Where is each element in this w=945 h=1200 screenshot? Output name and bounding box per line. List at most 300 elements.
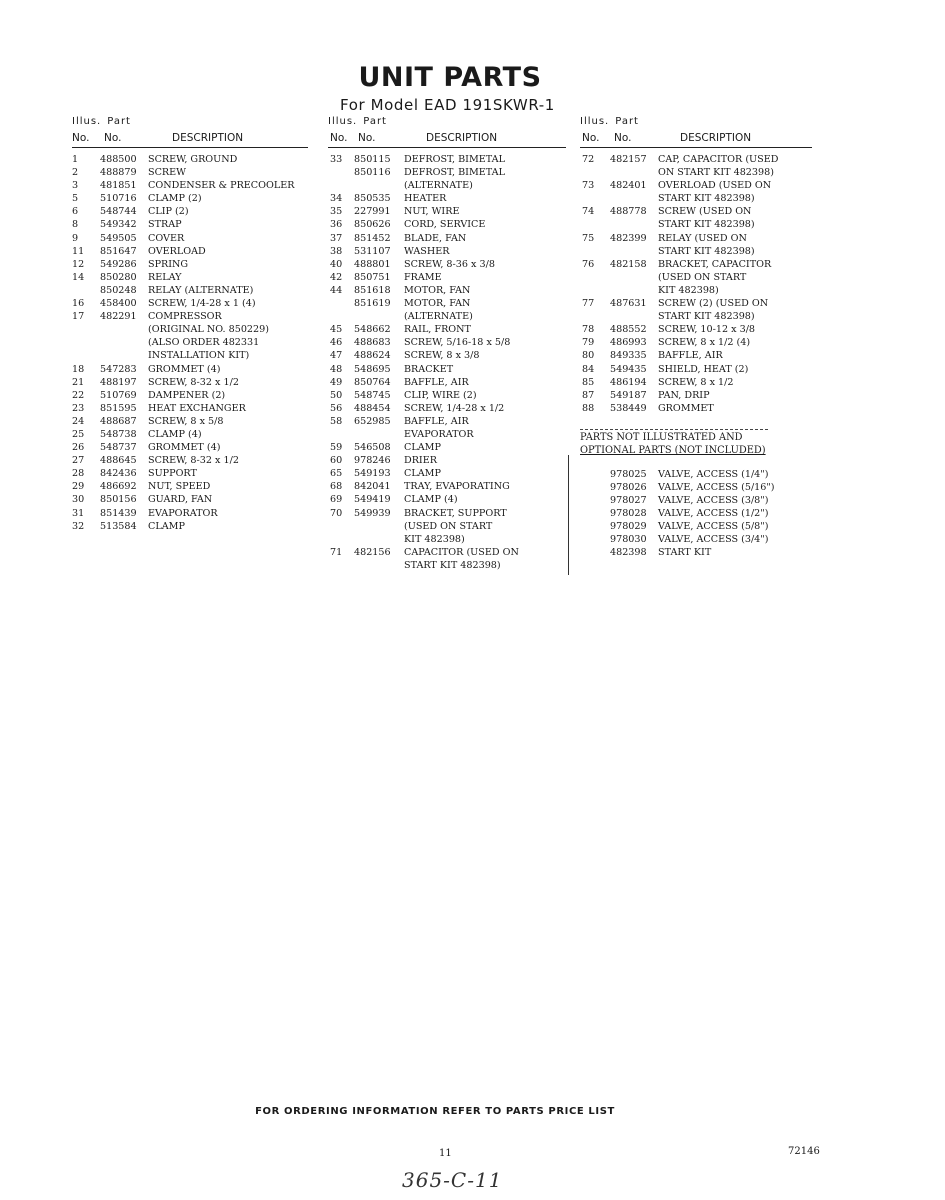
part-description: NUT, WIRE <box>404 206 460 218</box>
parts-row <box>580 323 812 336</box>
page-number: 11 <box>439 1148 452 1159</box>
parts-row <box>72 415 308 428</box>
parts-column-1 <box>72 116 308 533</box>
parts-row <box>72 507 308 520</box>
parts-row <box>72 493 308 506</box>
part-description: (USED ON START <box>658 271 747 283</box>
part-label: Part <box>363 116 387 127</box>
part-description: RAIL, FRONT <box>404 324 471 336</box>
part-description: KIT 482398) <box>404 533 465 545</box>
part-description: CLAMP (4) <box>404 494 458 506</box>
part-number: 546508 <box>354 442 391 454</box>
part-description: VALVE, ACCESS (1/4") <box>658 468 769 480</box>
illus-number: 26 <box>72 442 85 454</box>
illus-number: 50 <box>330 389 343 401</box>
parts-row <box>580 349 812 362</box>
part-number: 978246 <box>354 455 391 467</box>
part-description: SCREW, 8 x 5/8 <box>148 415 224 427</box>
part-description: VALVE, ACCESS (5/16") <box>658 481 775 493</box>
part-number: 850115 <box>354 154 391 165</box>
illus-number: 17 <box>72 311 85 323</box>
part-number: 851619 <box>354 298 391 310</box>
part-number: 486692 <box>100 481 137 493</box>
parts-row <box>580 389 812 402</box>
part-description: SCREW, 8-32 x 1/2 <box>148 455 239 467</box>
parts-row <box>580 153 812 166</box>
part-number: 549193 <box>354 468 391 480</box>
part-description: WASHER <box>404 245 450 257</box>
note-dashed-rule <box>580 429 768 430</box>
illus-number: 24 <box>72 415 85 427</box>
part-number: 548745 <box>354 389 391 401</box>
part-description: CAP, CAPACITOR (USED <box>658 154 779 165</box>
illus-number: 71 <box>330 546 343 558</box>
part-description: BAFFLE, AIR <box>404 376 469 388</box>
illus-number: 59 <box>330 442 343 454</box>
part-description: MOTOR, FAN <box>404 298 471 310</box>
handwritten-annotation: 365-C-11 <box>402 1168 503 1192</box>
parts-row <box>328 218 566 231</box>
part-description: DEFROST, BIMETAL <box>404 154 505 165</box>
parts-row <box>580 205 812 218</box>
part-number: 538449 <box>610 402 647 414</box>
illus-number: 8 <box>72 219 79 231</box>
parts-row <box>72 467 308 480</box>
illus-number: 85 <box>582 376 595 388</box>
part-number: 482156 <box>354 546 391 558</box>
parts-row <box>72 271 308 284</box>
part-description: (USED ON START <box>404 520 493 532</box>
part-description: START KIT 482398) <box>404 559 501 571</box>
description-header: DESCRIPTION <box>172 132 244 144</box>
part-number: 549435 <box>610 363 647 375</box>
parts-row <box>72 349 308 362</box>
parts-row <box>328 179 566 192</box>
parts-row <box>72 205 308 218</box>
illus-number: 9 <box>72 232 79 244</box>
illus-number: 48 <box>330 363 343 375</box>
part-description: FRAME <box>404 271 442 283</box>
part-number: 488778 <box>610 206 647 218</box>
part-number: 548695 <box>354 363 391 375</box>
illus-number: 22 <box>72 389 85 401</box>
part-number: 488879 <box>100 167 137 179</box>
part-description: DRIER <box>404 455 437 467</box>
part-description: COVER <box>148 232 185 244</box>
parts-row <box>328 402 566 415</box>
part-description: SHIELD, HEAT (2) <box>658 363 749 375</box>
part-number: 851595 <box>100 402 137 414</box>
part-number: 488624 <box>354 350 391 362</box>
parts-row <box>328 389 566 402</box>
parts-column-3 <box>580 116 812 560</box>
part-description: SCREW (USED ON <box>658 206 752 218</box>
ordering-footer: FOR ORDERING INFORMATION REFER TO PARTS PRICE LIST <box>255 1106 615 1117</box>
illus-number: 74 <box>582 206 595 218</box>
part-number: 978029 <box>610 521 647 533</box>
column-divider <box>568 455 569 575</box>
part-number: 482399 <box>610 232 647 244</box>
illus-number: 16 <box>72 298 85 310</box>
part-description: (ALTERNATE) <box>404 180 473 192</box>
illus-number: 33 <box>330 154 343 165</box>
illus-label: Illus. <box>72 116 102 127</box>
part-label: Part <box>107 116 131 127</box>
parts-row <box>328 507 566 520</box>
parts-row <box>328 533 566 546</box>
part-number: 488683 <box>354 337 391 349</box>
optional-part-row <box>580 520 812 533</box>
optional-part-row <box>580 494 812 507</box>
column-header-top <box>580 116 812 131</box>
part-label: Part <box>615 116 639 127</box>
part-description: CORD, SERVICE <box>404 219 486 231</box>
column-header <box>328 131 566 147</box>
illus-number: 31 <box>72 507 85 519</box>
parts-row <box>328 297 566 310</box>
part-number: 488801 <box>354 258 391 270</box>
parts-row <box>72 336 308 349</box>
part-number: 548744 <box>100 206 137 218</box>
part-description: (ALSO ORDER 482331 <box>148 337 260 349</box>
part-description: BRACKET, SUPPORT <box>404 507 507 519</box>
parts-row <box>328 258 566 271</box>
document-number: 72146 <box>788 1146 820 1157</box>
illus-number: 5 <box>72 193 79 205</box>
part-description: GROMMET <box>658 402 714 414</box>
part-number: 488687 <box>100 415 137 427</box>
illus-number: 25 <box>72 428 85 440</box>
parts-row <box>72 245 308 258</box>
note-spacer <box>580 458 812 468</box>
part-description: HEATER <box>404 193 447 205</box>
part-description: GROMMET (4) <box>148 363 221 375</box>
illus-number: 69 <box>330 494 343 506</box>
illus-no-header: No. <box>582 132 600 144</box>
illus-number: 77 <box>582 298 595 310</box>
part-number: 488500 <box>100 154 137 165</box>
part-number: 488454 <box>354 402 391 414</box>
part-number: 549419 <box>354 494 391 506</box>
part-description: RELAY <box>148 271 182 283</box>
part-description: SCREW, 8 x 1/2 (4) <box>658 337 751 349</box>
parts-row <box>580 310 812 323</box>
part-description: START KIT 482398) <box>658 311 755 323</box>
part-description: PAN, DRIP <box>658 389 710 401</box>
note-line-1: PARTS NOT ILLUSTRATED AND <box>580 431 743 443</box>
description-header: DESCRIPTION <box>680 132 752 144</box>
parts-row <box>72 166 308 179</box>
part-number: 486993 <box>610 337 647 349</box>
parts-row <box>580 166 812 179</box>
parts-row <box>580 363 812 376</box>
part-number: 482158 <box>610 258 647 270</box>
part-number: 850116 <box>354 167 391 179</box>
parts-row <box>72 363 308 376</box>
illus-number: 42 <box>330 271 343 283</box>
part-description: DAMPENER (2) <box>148 389 226 401</box>
illus-number: 30 <box>72 494 85 506</box>
optional-part-row <box>580 468 812 481</box>
part-no-header: No. <box>358 132 376 144</box>
part-number: 978027 <box>610 495 647 507</box>
part-description: SUPPORT <box>148 468 197 480</box>
illus-number: 38 <box>330 245 343 257</box>
part-number: 227991 <box>354 206 391 218</box>
illus-number: 2 <box>72 167 79 179</box>
parts-row <box>580 258 812 271</box>
header-rule <box>580 147 812 148</box>
illus-number: 87 <box>582 389 595 401</box>
parts-row <box>580 336 812 349</box>
part-description: CAPACITOR (USED ON <box>404 546 519 558</box>
parts-row <box>580 192 812 205</box>
model-subtitle: For Model EAD 191SKWR-1 <box>340 96 555 114</box>
part-number: 851647 <box>100 245 137 257</box>
parts-row <box>328 441 566 454</box>
part-description: GROMMET (4) <box>148 442 221 454</box>
part-description: SCREW, 10-12 x 3/8 <box>658 324 756 336</box>
part-number: 850751 <box>354 271 391 283</box>
parts-row <box>580 402 812 415</box>
column-header-top <box>72 116 308 131</box>
illus-number: 88 <box>582 402 595 414</box>
parts-row <box>72 153 308 166</box>
part-number: 850280 <box>100 271 137 283</box>
illus-no-header: No. <box>330 132 348 144</box>
part-number: 482291 <box>100 311 137 323</box>
part-number: 842041 <box>354 481 391 493</box>
parts-row <box>580 179 812 192</box>
part-description: SCREW, 5/16-18 x 5/8 <box>404 337 511 349</box>
parts-row <box>328 153 566 166</box>
part-number: 978025 <box>610 468 647 480</box>
part-description: SCREW, 1/4-28 x 1 (4) <box>148 298 256 310</box>
parts-row <box>72 402 308 415</box>
parts-column-2 <box>328 116 566 572</box>
part-description: OVERLOAD <box>148 245 206 257</box>
illus-number: 68 <box>330 481 343 493</box>
parts-row <box>72 179 308 192</box>
illus-number: 72 <box>582 154 595 165</box>
part-description: VALVE, ACCESS (3/4") <box>658 534 769 546</box>
illus-number: 3 <box>72 180 79 192</box>
illus-number: 29 <box>72 481 85 493</box>
parts-row <box>328 480 566 493</box>
part-number: 548738 <box>100 428 137 440</box>
illus-number: 70 <box>330 507 343 519</box>
part-description: EVAPORATOR <box>148 507 218 519</box>
part-number: 850764 <box>354 376 391 388</box>
parts-row <box>328 428 566 441</box>
parts-row <box>72 323 308 336</box>
part-number: 488197 <box>100 376 137 388</box>
part-number: 549505 <box>100 232 137 244</box>
part-description: VALVE, ACCESS (5/8") <box>658 521 769 533</box>
illus-label: Illus. <box>580 116 610 127</box>
parts-row <box>328 271 566 284</box>
illus-number: 45 <box>330 324 343 336</box>
part-number: 482401 <box>610 180 647 192</box>
illus-number: 32 <box>72 520 85 532</box>
illus-number: 56 <box>330 402 343 414</box>
illus-number: 28 <box>72 468 85 480</box>
illus-number: 60 <box>330 455 343 467</box>
part-description: HEAT EXCHANGER <box>148 402 246 414</box>
part-description: INSTALLATION KIT) <box>148 350 250 362</box>
part-description: SCREW <box>148 167 187 179</box>
optional-part-row <box>580 533 812 546</box>
parts-row <box>580 232 812 245</box>
part-number: 510769 <box>100 389 137 401</box>
parts-row <box>328 336 566 349</box>
parts-row <box>72 218 308 231</box>
part-description: (ORIGINAL NO. 850229) <box>148 324 269 336</box>
optional-parts-note <box>580 429 770 458</box>
illus-number: 1 <box>72 154 79 165</box>
illus-number: 21 <box>72 376 85 388</box>
part-description: CLAMP <box>148 520 185 532</box>
parts-row <box>580 297 812 310</box>
illus-number: 44 <box>330 284 343 296</box>
part-description: DEFROST, BIMETAL <box>404 167 505 179</box>
illus-number: 73 <box>582 180 595 192</box>
illus-number: 14 <box>72 271 85 283</box>
parts-row <box>328 546 566 559</box>
parts-row <box>328 559 566 572</box>
part-number: 549342 <box>100 219 137 231</box>
part-description: SPRING <box>148 258 189 270</box>
part-description: CLAMP (2) <box>148 193 202 205</box>
illus-number: 79 <box>582 337 595 349</box>
parts-row <box>72 258 308 271</box>
illus-number: 78 <box>582 324 595 336</box>
optional-part-row <box>580 507 812 520</box>
parts-row <box>328 245 566 258</box>
part-description: (ALTERNATE) <box>404 311 473 323</box>
part-description: BAFFLE, AIR <box>404 415 469 427</box>
parts-row <box>580 284 812 297</box>
part-description: COMPRESSOR <box>148 311 222 323</box>
parts-row <box>72 389 308 402</box>
parts-row <box>72 520 308 533</box>
part-number: 652985 <box>354 415 391 427</box>
illus-number: 46 <box>330 337 343 349</box>
part-number: 481851 <box>100 180 137 192</box>
part-description: STRAP <box>148 219 182 231</box>
column-header <box>72 131 308 147</box>
part-number: 487631 <box>610 298 647 310</box>
part-number: 482398 <box>610 547 647 559</box>
part-description: SCREW, 1/4-28 x 1/2 <box>404 402 505 414</box>
part-description: ON START KIT 482398) <box>658 167 774 179</box>
illus-number: 18 <box>72 363 85 375</box>
parts-row <box>328 232 566 245</box>
illus-number: 6 <box>72 206 79 218</box>
parts-row <box>72 480 308 493</box>
illus-number: 80 <box>582 350 595 362</box>
part-description: SCREW, GROUND <box>148 154 238 165</box>
part-description: CLIP (2) <box>148 206 189 218</box>
part-description: VALVE, ACCESS (3/8") <box>658 495 769 507</box>
illus-number: 34 <box>330 193 343 205</box>
illus-number: 40 <box>330 258 343 270</box>
part-description: CLAMP <box>404 442 441 454</box>
part-description: BLADE, FAN <box>404 232 467 244</box>
illus-label: Illus. <box>328 116 358 127</box>
illus-no-header: No. <box>72 132 90 144</box>
part-no-header: No. <box>104 132 122 144</box>
parts-row <box>328 205 566 218</box>
parts-row <box>72 310 308 323</box>
part-number: 482157 <box>610 154 647 165</box>
part-description: SCREW, 8-32 x 1/2 <box>148 376 239 388</box>
part-description: SCREW, 8 x 3/8 <box>404 350 480 362</box>
parts-row <box>328 310 566 323</box>
optional-part-row <box>580 546 812 559</box>
parts-row <box>72 428 308 441</box>
part-description: RELAY (ALTERNATE) <box>148 284 254 296</box>
parts-row <box>72 441 308 454</box>
part-description: VALVE, ACCESS (1/2") <box>658 508 769 520</box>
illus-number: 37 <box>330 232 343 244</box>
part-number: 549939 <box>354 507 391 519</box>
part-description: SCREW, 8-36 x 3/8 <box>404 258 495 270</box>
part-description: START KIT <box>658 547 712 559</box>
part-description: BAFFLE, AIR <box>658 350 723 362</box>
part-description: START KIT 482398) <box>658 219 755 231</box>
illus-number: 58 <box>330 415 343 427</box>
column-header <box>580 131 812 147</box>
part-description: BRACKET <box>404 363 454 375</box>
parts-row <box>580 245 812 258</box>
parts-row <box>328 415 566 428</box>
optional-part-row <box>580 481 812 494</box>
illus-number: 49 <box>330 376 343 388</box>
description-header: DESCRIPTION <box>426 132 498 144</box>
header-rule <box>72 147 308 148</box>
part-description: RELAY (USED ON <box>658 232 747 244</box>
parts-row <box>580 271 812 284</box>
part-number: 549286 <box>100 258 137 270</box>
illus-number: 65 <box>330 468 343 480</box>
parts-row <box>328 520 566 533</box>
part-number: 849335 <box>610 350 647 362</box>
page-title: UNIT PARTS <box>358 62 542 93</box>
part-number: 850156 <box>100 494 137 506</box>
part-description: SCREW (2) (USED ON <box>658 298 769 310</box>
part-number: 488552 <box>610 324 647 336</box>
part-number: 531107 <box>354 245 391 257</box>
parts-row <box>72 376 308 389</box>
parts-row <box>580 376 812 389</box>
parts-row <box>580 218 812 231</box>
part-number: 547283 <box>100 363 137 375</box>
part-number: 978030 <box>610 534 647 546</box>
part-number: 548737 <box>100 442 137 454</box>
part-number: 510716 <box>100 193 137 205</box>
part-description: EVAPORATOR <box>404 428 474 440</box>
column-header-top <box>328 116 566 131</box>
illus-number: 76 <box>582 258 595 270</box>
parts-row <box>72 454 308 467</box>
illus-number: 47 <box>330 350 343 362</box>
part-description: START KIT 482398) <box>658 245 755 257</box>
part-number: 548662 <box>354 324 391 336</box>
illus-number: 35 <box>330 206 343 218</box>
parts-row <box>328 467 566 480</box>
part-number: 850535 <box>354 193 391 205</box>
